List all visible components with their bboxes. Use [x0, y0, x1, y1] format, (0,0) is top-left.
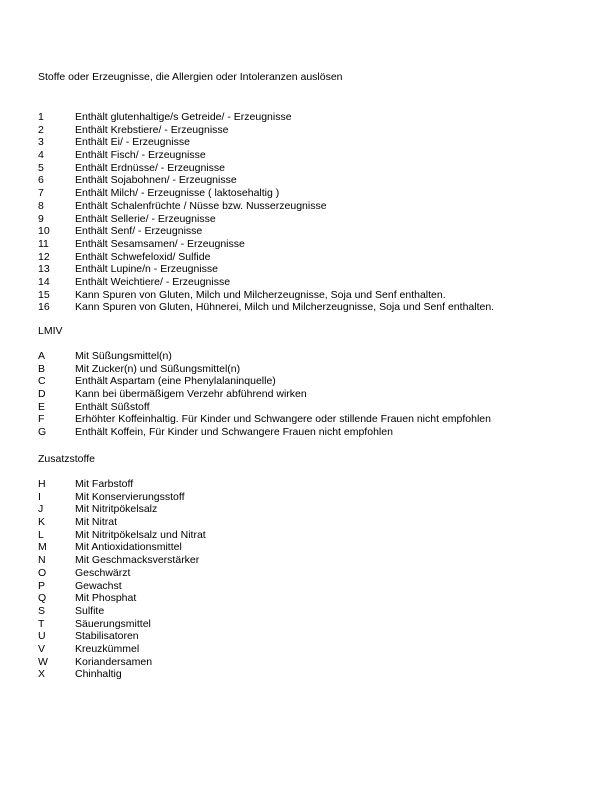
item-text: Mit Nitritpökelsalz und Nitrat	[75, 528, 206, 541]
item-text: Kann Spuren von Gluten, Hühnerei, Milch und Milcherzeugnisse, Soja und Senf enthalten.	[75, 301, 495, 314]
item-text: Mit Süßungsmittel(n)	[75, 350, 172, 362]
lmiv-list	[38, 350, 598, 439]
list-item	[38, 301, 598, 314]
item-text: Enthält Koffein, Für Kinder und Schwangere Frauen nicht empfohlen	[75, 426, 393, 439]
list-item	[38, 225, 598, 238]
item-text: Mit Zucker(n) und Süßungsmittel(n)	[75, 362, 241, 375]
item-code: 12	[38, 250, 50, 263]
list-item	[38, 618, 598, 631]
item-text: Enthält Schalenfrüchte / Nüsse bzw. Nusserzeugnisse	[75, 199, 327, 212]
item-code: I	[38, 490, 41, 503]
item-code: B	[38, 362, 46, 375]
item-code: J	[38, 503, 44, 516]
item-code: L	[38, 528, 44, 541]
item-text: Enthält Milch/ - Erzeugnisse ( laktosehaltig )	[75, 187, 280, 200]
item-code: N	[38, 554, 46, 567]
item-code: 13	[38, 263, 50, 276]
item-text: Gewachst	[75, 579, 122, 592]
list-item	[38, 503, 598, 516]
section-heading-zusatzstoffe: Zusatzstoffe	[38, 453, 96, 465]
list-item	[38, 491, 598, 504]
list-item	[38, 124, 598, 137]
item-text: Sulfite	[75, 604, 105, 617]
item-text: Enthält Sesamsamen/ - Erzeugnisse	[75, 237, 245, 250]
item-text: Chinhaltig	[75, 668, 122, 681]
document-title: Stoffe oder Erzeugnisse, die Allergien oder Intoleranzen auslösen	[38, 71, 343, 83]
item-text: Enthält Senf/ - Erzeugnisse	[75, 225, 203, 238]
list-item	[38, 580, 598, 593]
list-item	[38, 656, 598, 669]
item-code: 4	[38, 149, 44, 162]
list-item	[38, 213, 598, 226]
item-code: C	[38, 375, 46, 388]
section-heading-lmiv: LMIV	[38, 325, 63, 337]
item-code: 15	[38, 288, 50, 301]
list-item	[38, 478, 598, 491]
list-item	[38, 149, 598, 162]
item-text: Stabilisatoren	[75, 630, 139, 643]
item-text: Enthält Lupine/n - Erzeugnisse	[75, 263, 219, 276]
item-code: G	[38, 426, 47, 439]
list-item	[38, 541, 598, 554]
item-code: F	[38, 413, 45, 426]
list-item	[38, 401, 598, 414]
item-code: 8	[38, 199, 44, 212]
list-item	[38, 111, 598, 124]
item-text: Enthält Weichtiere/ - Erzeugnisse	[75, 275, 231, 288]
item-code: 2	[38, 123, 44, 136]
item-text: Mit Antioxidationsmittel	[75, 541, 182, 554]
item-code: M	[38, 541, 47, 554]
item-code: O	[38, 566, 47, 579]
list-item	[38, 413, 598, 426]
item-text: Enthält Krebstiere/ - Erzeugnisse	[75, 123, 229, 136]
list-item	[38, 363, 598, 376]
item-code: 5	[38, 161, 44, 174]
item-text: Mit Farbstoff	[75, 478, 134, 490]
item-text: Koriandersamen	[75, 655, 153, 668]
list-item	[38, 554, 598, 567]
item-text: Enthält Sojabohnen/ - Erzeugnisse	[75, 174, 237, 187]
list-item	[38, 200, 598, 213]
item-code: W	[38, 655, 48, 668]
list-item	[38, 426, 598, 439]
item-code: 7	[38, 187, 44, 200]
item-text: Erhöhter Koffeinhaltig. Für Kinder und Schwangere oder stillende Frauen nicht empfohlen	[75, 413, 491, 426]
item-code: S	[38, 604, 46, 617]
item-code: 14	[38, 275, 50, 288]
list-item	[38, 388, 598, 401]
list-item	[38, 174, 598, 187]
item-code: 6	[38, 174, 44, 187]
list-item	[38, 162, 598, 175]
item-text: Enthält glutenhaltige/s Getreide/ - Erzeugnisse	[75, 111, 292, 123]
item-code: K	[38, 516, 46, 529]
list-item	[38, 630, 598, 643]
item-text: Mit Phosphat	[75, 592, 137, 605]
list-item	[38, 592, 598, 605]
item-text: Kann Spuren von Gluten, Milch und Milcherzeugnisse, Soja und Senf enthalten.	[75, 288, 446, 301]
item-code: X	[38, 668, 46, 681]
item-code: T	[38, 617, 45, 630]
item-text: Mit Konservierungsstoff	[75, 490, 185, 503]
list-item	[38, 238, 598, 251]
list-item	[38, 375, 598, 388]
item-code: 11	[38, 237, 49, 250]
item-text: Enthält Erdnüsse/ - Erzeugnisse	[75, 161, 225, 174]
item-text: Kreuzkümmel	[75, 642, 140, 655]
list-item	[38, 567, 598, 580]
item-text: Enthält Aspartam (eine Phenylalaninquelle)	[75, 375, 276, 388]
item-code: 10	[38, 225, 50, 238]
item-text: Geschwärzt	[75, 566, 131, 579]
item-code: E	[38, 400, 46, 413]
list-item	[38, 516, 598, 529]
list-item	[38, 289, 598, 302]
item-text: Mit Geschmacksverstärker	[75, 554, 200, 567]
item-code: H	[38, 478, 46, 490]
allergen-list	[38, 111, 598, 314]
item-code: 9	[38, 212, 44, 225]
item-text: Enthält Sellerie/ - Erzeugnisse	[75, 212, 216, 225]
item-code: D	[38, 388, 46, 401]
list-item	[38, 668, 598, 681]
item-text: Mit Nitritpökelsalz	[75, 503, 158, 516]
item-text: Säuerungsmittel	[75, 617, 151, 630]
item-text: Enthält Schwefeloxid/ Sulfide	[75, 250, 211, 263]
list-item	[38, 251, 598, 264]
item-text: Enthält Ei/ - Erzeugnisse	[75, 136, 190, 149]
item-code: 16	[38, 301, 50, 314]
item-text: Kann bei übermäßigem Verzehr abführend wirken	[75, 388, 307, 401]
item-code: V	[38, 642, 46, 655]
list-item	[38, 136, 598, 149]
list-item	[38, 187, 598, 200]
item-code: 3	[38, 136, 44, 149]
list-item	[38, 276, 598, 289]
list-item	[38, 529, 598, 542]
item-code: 1	[38, 111, 44, 123]
item-code: Q	[38, 592, 47, 605]
list-item	[38, 605, 598, 618]
list-item	[38, 263, 598, 276]
item-code: U	[38, 630, 46, 643]
list-item	[38, 643, 598, 656]
item-code: A	[38, 350, 46, 362]
item-code: P	[38, 579, 46, 592]
zusatzstoffe-list	[38, 478, 598, 681]
item-text: Enthält Süßstoff	[75, 400, 150, 413]
list-item	[38, 350, 598, 363]
item-text: Mit Nitrat	[75, 516, 117, 529]
item-text: Enthält Fisch/ - Erzeugnisse	[75, 149, 206, 162]
